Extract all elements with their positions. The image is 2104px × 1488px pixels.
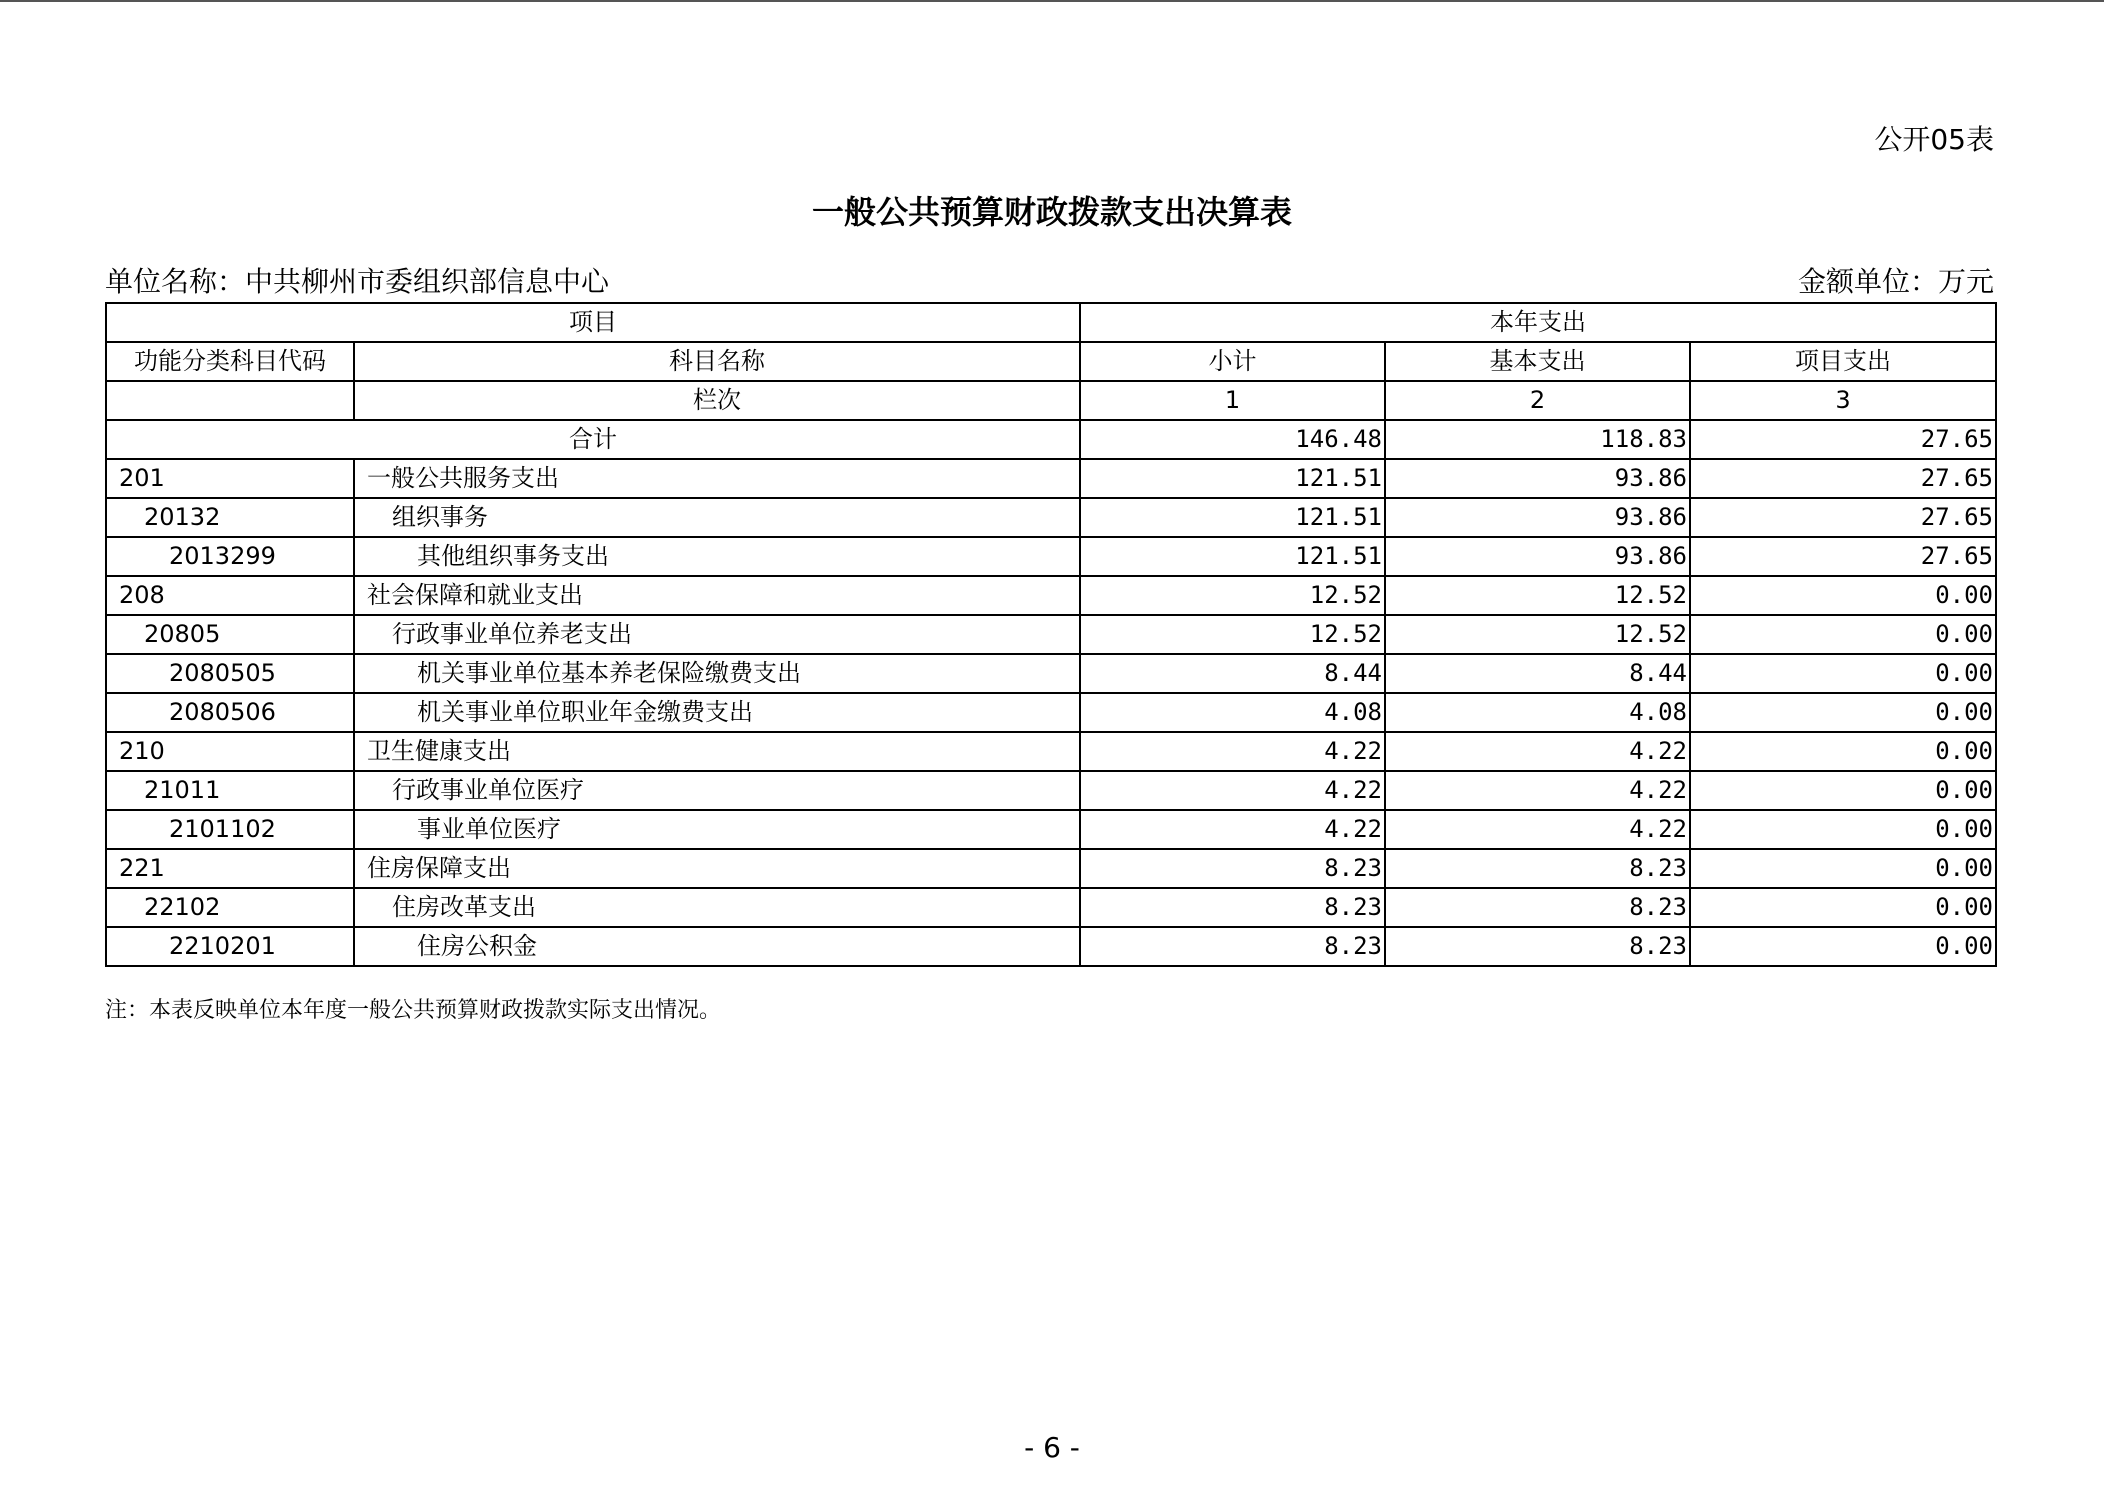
row-basic-expense: 4.22 (1385, 732, 1690, 771)
row-subtotal: 8.23 (1080, 888, 1385, 927)
form-code: 公开05表 (1874, 123, 1994, 156)
table-row (106, 459, 1996, 498)
row-code: 21011 (106, 771, 354, 810)
header-row-3 (106, 381, 1996, 420)
header-project-expense: 项目支出 (1690, 342, 1996, 381)
row-project-expense: 27.65 (1690, 498, 1996, 537)
row-subtotal: 12.52 (1080, 615, 1385, 654)
header-subtotal: 小计 (1080, 342, 1385, 381)
row-code: 2210201 (106, 927, 354, 966)
table-row (106, 654, 1996, 693)
row-subject-name: 其他组织事务支出 (354, 537, 1080, 576)
row-code: 20132 (106, 498, 354, 537)
row-project-expense: 0.00 (1690, 732, 1996, 771)
row-project-expense: 27.65 (1690, 459, 1996, 498)
row-project-expense: 0.00 (1690, 693, 1996, 732)
header-current-year-expense: 本年支出 (1080, 303, 1996, 342)
top-border-line (0, 0, 2104, 2)
row-subject-name: 行政事业单位养老支出 (354, 615, 1080, 654)
table-row (106, 576, 1996, 615)
row-project-expense: 27.65 (1690, 537, 1996, 576)
table-row (106, 732, 1996, 771)
row-basic-expense: 8.23 (1385, 849, 1690, 888)
row-subject-name: 事业单位医疗 (354, 810, 1080, 849)
row-project-expense: 0.00 (1690, 927, 1996, 966)
table-row (106, 615, 1996, 654)
table-row (106, 927, 1996, 966)
row-code: 20805 (106, 615, 354, 654)
unit-name: 单位名称：中共柳州市委组织部信息中心 (105, 265, 610, 298)
page-number: - 6 - (1024, 1431, 1080, 1464)
row-project-expense: 0.00 (1690, 771, 1996, 810)
row-subject-name: 一般公共服务支出 (354, 459, 1080, 498)
total-label: 合计 (106, 420, 1080, 459)
row-subtotal: 4.22 (1080, 732, 1385, 771)
header-col-3: 3 (1690, 381, 1996, 420)
footnote: 注：本表反映单位本年度一般公共预算财政拨款实际支出情况。 (105, 998, 722, 1023)
row-basic-expense: 8.44 (1385, 654, 1690, 693)
row-subject-name: 行政事业单位医疗 (354, 771, 1080, 810)
row-subtotal: 121.51 (1080, 537, 1385, 576)
row-project-expense: 0.00 (1690, 849, 1996, 888)
table-row (106, 888, 1996, 927)
row-subtotal: 4.22 (1080, 810, 1385, 849)
row-basic-expense: 12.52 (1385, 576, 1690, 615)
row-code: 2101102 (106, 810, 354, 849)
header-project: 项目 (106, 303, 1080, 342)
table-row (106, 498, 1996, 537)
row-project-expense: 0.00 (1690, 888, 1996, 927)
header-col-2: 2 (1385, 381, 1690, 420)
row-code: 208 (106, 576, 354, 615)
row-subject-name: 住房改革支出 (354, 888, 1080, 927)
row-project-expense: 0.00 (1690, 615, 1996, 654)
table-row (106, 693, 1996, 732)
row-code: 221 (106, 849, 354, 888)
row-code: 201 (106, 459, 354, 498)
row-code: 2080506 (106, 693, 354, 732)
row-subject-name: 住房公积金 (354, 927, 1080, 966)
header-row-1 (106, 303, 1996, 342)
header-basic-expense: 基本支出 (1385, 342, 1690, 381)
row-basic-expense: 12.52 (1385, 615, 1690, 654)
row-subject-name: 社会保障和就业支出 (354, 576, 1080, 615)
row-subtotal: 4.08 (1080, 693, 1385, 732)
table-row (106, 810, 1996, 849)
row-basic-expense: 93.86 (1385, 537, 1690, 576)
total-subtotal: 146.48 (1080, 420, 1385, 459)
budget-expense-table (105, 302, 1997, 967)
row-code: 210 (106, 732, 354, 771)
row-subject-name: 组织事务 (354, 498, 1080, 537)
row-basic-expense: 8.23 (1385, 888, 1690, 927)
row-subtotal: 8.23 (1080, 849, 1385, 888)
header-subject-name: 科目名称 (354, 342, 1080, 381)
header-col-1: 1 (1080, 381, 1385, 420)
row-subject-name: 卫生健康支出 (354, 732, 1080, 771)
total-project: 27.65 (1690, 420, 1996, 459)
amount-unit: 金额单位：万元 (1797, 265, 1994, 298)
row-project-expense: 0.00 (1690, 576, 1996, 615)
row-code: 2080505 (106, 654, 354, 693)
row-code: 22102 (106, 888, 354, 927)
row-subtotal: 121.51 (1080, 498, 1385, 537)
row-subtotal: 8.23 (1080, 927, 1385, 966)
row-basic-expense: 8.23 (1385, 927, 1690, 966)
row-project-expense: 0.00 (1690, 810, 1996, 849)
row-subject-name: 住房保障支出 (354, 849, 1080, 888)
row-basic-expense: 4.22 (1385, 771, 1690, 810)
row-project-expense: 0.00 (1690, 654, 1996, 693)
row-basic-expense: 4.22 (1385, 810, 1690, 849)
table-row (106, 849, 1996, 888)
row-subtotal: 8.44 (1080, 654, 1385, 693)
header-empty-cell (106, 381, 354, 420)
row-subtotal: 4.22 (1080, 771, 1385, 810)
row-subtotal: 121.51 (1080, 459, 1385, 498)
header-column-order: 栏次 (354, 381, 1080, 420)
row-subject-name: 机关事业单位职业年金缴费支出 (354, 693, 1080, 732)
table-row (106, 771, 1996, 810)
total-basic: 118.83 (1385, 420, 1690, 459)
row-basic-expense: 93.86 (1385, 498, 1690, 537)
row-subtotal: 12.52 (1080, 576, 1385, 615)
row-subject-name: 机关事业单位基本养老保险缴费支出 (354, 654, 1080, 693)
row-basic-expense: 4.08 (1385, 693, 1690, 732)
total-row (106, 420, 1996, 459)
row-basic-expense: 93.86 (1385, 459, 1690, 498)
row-code: 2013299 (106, 537, 354, 576)
header-row-2 (106, 342, 1996, 381)
header-function-code: 功能分类科目代码 (106, 342, 354, 381)
table-row (106, 537, 1996, 576)
page-title: 一般公共预算财政拨款支出决算表 (811, 193, 1292, 231)
